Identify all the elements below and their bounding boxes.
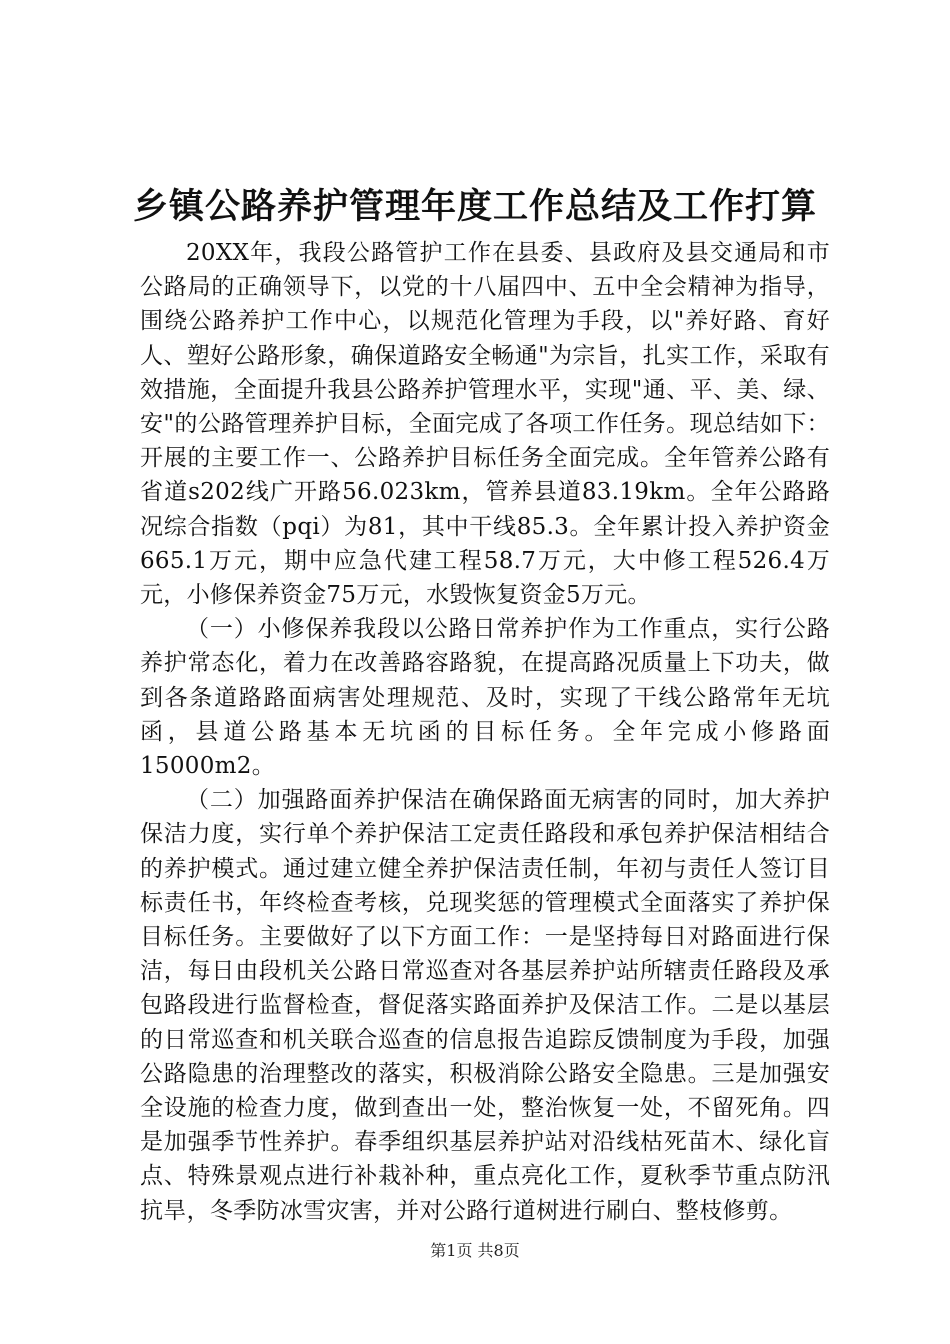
page-number-footer: 第1页 共8页 [430, 1241, 520, 1260]
paragraph-road-cleaning: （二）加强路面养护保洁在确保路面无病害的同时，加大养护保洁力度，实行单个养护保洁工定责任路段和承包养护保洁相结合的养护模式。通过建立健全养护保洁责任制，年初与责任人签订目标责任书，年终检查考核，兑现奖惩的管理模式全面落实了养护保目标任务。主要做好了以下方面工作：一是坚持每日对路面进行保洁，每日由段机关公路日常巡查对各基层养护站所辖责任路段及承包路段进行监督检查，督促落实路面养护及保洁工作。二是以基层的日常巡查和机关联合巡查的信息报告追踪反馈制度为手段，加强公路隐患的治理整改的落实，积极消除公路安全隐患。三是加强安全设施的检查力度，做到查出一处，整治恢复一处，不留死角。四是加强季节性养护。春季组织基层养护站对沿线枯死苗木、绿化盲点、特殊景观点进行补栽补种，重点亮化工作，夏秋季节重点防汛抗旱，冬季防冰雪灾害，并对公路行道树进行刷白、整枝修剪。 [140, 787, 830, 1224]
document-body [140, 236, 830, 1228]
paragraph-minor-maintenance: （一）小修保养我段以公路日常养护作为工作重点，实行公路养护常态化，着力在改善路容路貌，在提高路况质量上下功夫，做到各条道路路面病害处理规范、及时，实现了干线公路常年无坑函，县道公路基本无坑函的目标任务。全年完成小修路面15000m2。 [140, 616, 830, 780]
paragraph-summary: 20XX年，我段公路管护工作在县委、县政府及县交通局和市公路局的正确领导下，以党的十八届四中、五中全会精神为指导，围绕公路养护工作中心，以规范化管理为手段，以"养好路、育好人、塑好公路形象，确保道路安全畅通"为宗旨，扎实工作，采取有效措施，全面提升我县公路养护管理水平，实现"通、平、美、绿、安"的公路管理养护目标，全面完成了各项工作任务。现总结如下：开展的主要工作一、公路养护目标任务全面完成。全年管养公路有省道s202线广开路56.023km，管养县道83.19km。全年公路路况综合指数（pqi）为81，其中干线85.3。全年累计投入养护资金665.1万元，期中应急代建工程58.7万元，大中修工程526.4万元，小修保养资金75万元，水毁恢复资金5万元。 [140, 240, 830, 609]
document-title: 乡镇公路养护管理年度工作总结及工作打算 [132, 187, 817, 227]
